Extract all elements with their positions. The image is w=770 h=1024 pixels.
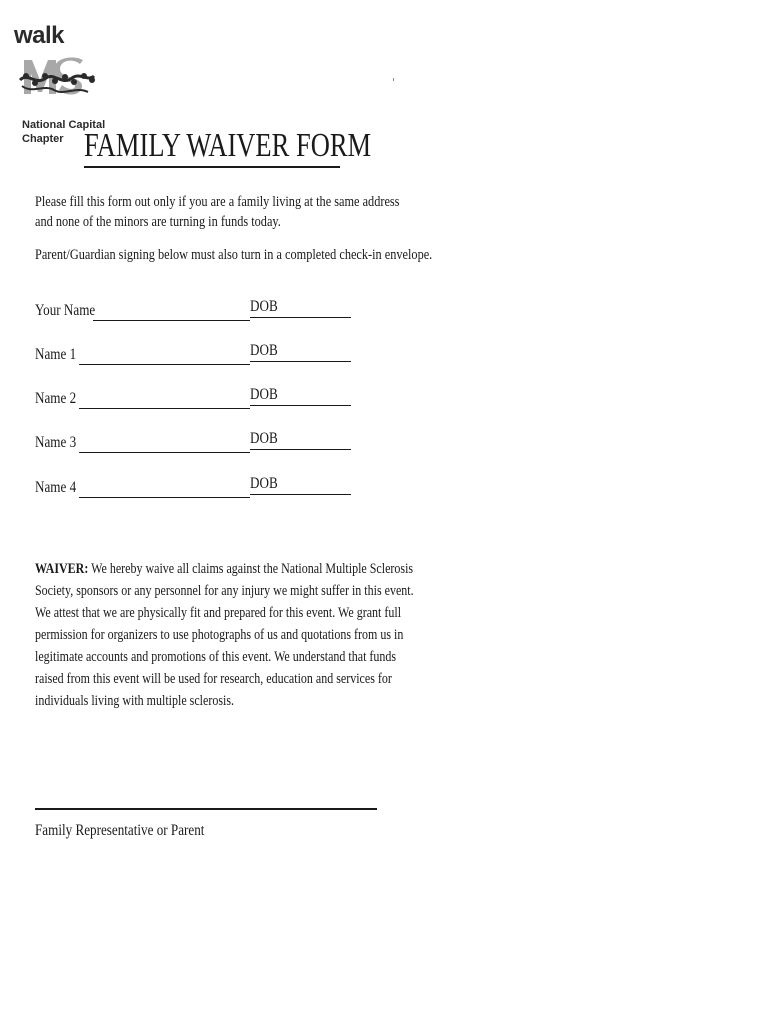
dob-field[interactable] xyxy=(250,405,351,406)
name-2-row xyxy=(35,388,365,412)
scan-mark xyxy=(393,78,394,81)
waiver-line-6: raised from this event will be used for research, education and services for xyxy=(35,671,392,687)
your-name-row xyxy=(35,300,365,324)
your-name-label: Your Name xyxy=(35,302,96,319)
waiver-text-1: We hereby waive all claims against the National Multiple Sclerosis xyxy=(88,561,414,577)
name-3-row xyxy=(35,432,365,456)
chapter-line-1: National Capital xyxy=(22,119,106,131)
name-2-label: Name 2 xyxy=(35,390,77,407)
dob-label: DOB xyxy=(250,475,278,492)
dob-label: DOB xyxy=(250,430,278,447)
dob-field[interactable] xyxy=(250,449,351,450)
intro-line-2: and none of the minors are turning in funds today. xyxy=(35,214,281,230)
signature-label: Family Representative or Parent xyxy=(35,822,205,839)
name-2-field[interactable] xyxy=(79,408,250,409)
waiver-line-5: legitimate accounts and promotions of this event. We understand that funds xyxy=(35,649,397,665)
name-1-label: Name 1 xyxy=(35,346,77,363)
waiver-line-7: individuals living with multiple sclerosis. xyxy=(35,693,234,709)
name-4-field[interactable] xyxy=(79,497,250,498)
name-1-row xyxy=(35,344,365,368)
intro-line-3: Parent/Guardian signing below must also turn in a completed check-in envelope. xyxy=(35,247,433,263)
dob-field[interactable] xyxy=(250,317,351,318)
waiver-line-3: We attest that we are physically fit and prepared for this event. We grant full xyxy=(35,605,402,621)
your-name-field[interactable] xyxy=(93,320,250,321)
intro-line-1: Please fill this form out only if you are a family living at the same address xyxy=(35,194,400,210)
logo-wordmark: walk xyxy=(14,22,65,49)
form-title: FAMILY WAIVER FORM xyxy=(84,127,372,164)
ms-logo-icon xyxy=(18,50,96,110)
intro-paragraph-2 xyxy=(35,245,519,265)
intro-paragraph xyxy=(35,192,479,232)
name-1-field[interactable] xyxy=(79,364,250,365)
name-4-row xyxy=(35,477,365,501)
name-4-label: Name 4 xyxy=(35,479,77,496)
waiver-line-2: Society, sponsors or any personnel for any injury we might suffer in this event. xyxy=(35,583,414,599)
dob-label: DOB xyxy=(250,298,278,315)
waiver-line-1 xyxy=(35,558,414,580)
dob-field[interactable] xyxy=(250,361,351,362)
title-underline xyxy=(84,166,340,168)
name-3-field[interactable] xyxy=(79,452,250,453)
dob-label: DOB xyxy=(250,342,278,359)
walk-ms-logo xyxy=(14,22,94,122)
waiver-line-4: permission for organizers to use photographs of us and quotations from us in xyxy=(35,627,404,643)
waiver-paragraph xyxy=(35,558,475,712)
dob-field[interactable] xyxy=(250,494,351,495)
chapter-line-2: Chapter xyxy=(22,133,64,145)
dob-label: DOB xyxy=(250,386,278,403)
signature-field[interactable] xyxy=(35,808,377,810)
waiver-heading: WAIVER: xyxy=(35,561,89,577)
name-3-label: Name 3 xyxy=(35,434,77,451)
